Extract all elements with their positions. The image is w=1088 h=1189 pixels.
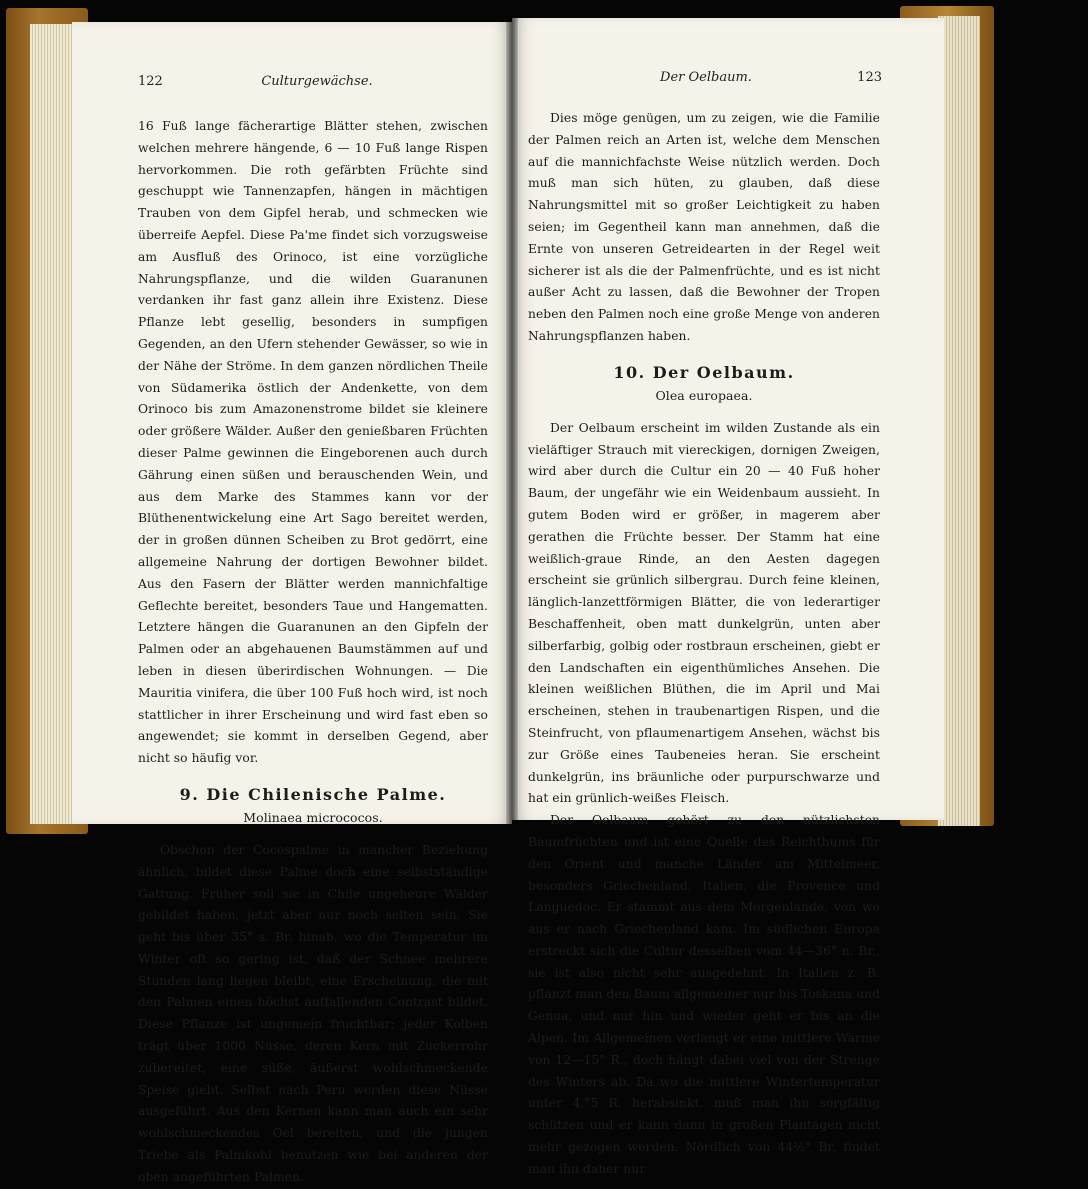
left-section-subtitle: Molinaea micrococos. [243, 809, 383, 825]
left-page-body [138, 116, 488, 1189]
right-section-title: 10. Der Oelbaum. [613, 362, 795, 382]
left-section-title: 9. Die Chilenische Palme. [179, 784, 447, 804]
left-page-header [138, 74, 496, 92]
left-paragraph-1: 16 Fuß lange fächerartige Blätter stehen, zwischen welchen mehrere hängende, 6 — 10 Fuß lange Rispen hervorkommen. Die roth gefärbten Früchte sind geschuppt wie Tannenzapfen, hängen in mächtigen Trauben von dem Gipfel herab, und schmecken wie überreife Aepfel. Diese Pa'me findet sich vorzugsweise am Ausfluß des Orinoco, ist eine vorzügliche Nahrungspflanze, und die wilden Guaranunen verdanken ihr fast ganz allein ihre Existenz. Diese Pflanze lebt gesellig, besonders in sumpfigen Gegenden, an den Ufern stehender Gewässer, so wie in der Nähe der Ströme. In dem ganzen nördlichen Theile von Südamerika östlich der Andenkette, von dem Orinoco bis zum Amazonenstrome bildet sie kleinere oder größere Wälder. Außer den genießbaren Früchten dieser Palme gewinnen die Eingeborenen auch durch Gährung einen süßen und berauschenden Wein, und aus dem Marke des Stammes kann vor der Blüthenentwickelung eine Art Sago bereitet werden, der in großen dünnen Scheiben zu Brot gedörrt, eine allgemeine Nahrung der dortigen Bewohner bildet. Aus den Fasern der Blätter werden mannichfaltige Geflechte bereitet, besonders Taue und Hangematten. Letztere hängen die Guaranunen an den Gipfeln der Palmen oder an abgehauenen Baumstämmen auf und leben in diesen überirdischen Wohnungen. — Die Mauritia vinifera, die über 100 Fuß hoch wird, ist noch stattlicher in ihrer Erscheinung und wird fast eben so angewendet; sie kommt in derselben Gegend, aber nicht so häufig vor. [138, 119, 488, 766]
right-page-number: 123 [857, 70, 882, 85]
left-page [72, 22, 512, 1184]
right-page-header [530, 70, 882, 88]
right-paragraph-2: Der Oelbaum erscheint im wilden Zustande als ein vieläftiger Strauch mit viereckigen, dornigen Zweigen, wird aber durch die Cultur ein 20 — 40 Fuß hoher Baum, der ungefähr wie ein Weidenbaum aussieht. In gutem Boden wird er größer, in magerem aber gerathen die Früchte besser. Der Stamm hat eine weißlich-graue Rinde, an den Aesten dagegen erscheint sie grünlich silbergrau. Durch feine kleinen, länglich-lanzettförmigen Blätter, die von lederartiger Beschaffenheit, oben matt dunkelgrün, unten aber silberfarbig, golbig oder rostbraun erscheinen, giebt er den Landschaften ein eigenthümliches Ansehen. Die kleinen weißlichen Blüthen, die im April und Mai erscheinen, stehen in traubenartigen Rispen, und die Steinfrucht, von pflaumenartigem Ansehen, wächst bis zur Größe eines Taubeneies heran. Sie erscheint dunkelgrün, ins bräunliche oder purpurschwarze und hat ein grünlich-weißes Fleisch. [528, 420, 880, 806]
left-paragraph-2: Obschon der Cocospalme in mancher Beziehung ähnlich, bildet diese Palme doch eine selbstständige Gattung. Früher soll sie in Chile ungeheure Wälder gebildet haben, jetzt aber nur noch selten sein. Sie geht bis über 35° s. Br. hinab, wo die Temperatur im Winter oft so gering ist, daß der Schnee mehrere Stunden lang liegen bleibt, eine Erscheinung, die mit den Palmen einen höchst auffallenden Contrast bildet. Diese Pflanze ist ungemein fruchtbar; jeder Kolben trägt über 1000 Nüsse, deren Kern mit Zuckerrohr zubereitet, eine süße, äußerst wohlschmeckende Speise giebt. Selbst nach Peru werden diese Nüsse ausgeführt. Aus den Kernen kann man auch ein sehr wohlschmeckendes Oel bereiten, und die jungen Triebe als Palmkohl benutzen wie bei anderen der oben angeführten Palmen. [138, 842, 488, 1184]
right-page [512, 18, 944, 1176]
page-edges-right [938, 16, 980, 826]
book-gutter [506, 18, 518, 824]
right-running-title: Der Oelbaum. [660, 70, 752, 85]
left-running-title: Culturgewächse. [261, 74, 373, 89]
right-paragraph-3: Der Oelbaum gehört zu den nützlichsten Baumfrüchten und ist eine Quelle des Reichthums für den Orient und manche Länder am Mittelmeer, besonders Griechenland, Italien, die Provence und Languedoc. Er stammt aus dem Morgenlande, von wo aus er nach Griechenland kam. Im südlichen Europa erstreckt sich die Cultur desselben vom 44—36° n. Br., sie ist also nicht sehr ausgedehnt. In Italien z. B. pflanzt man den Baum allgemeiner nur bis Toskana und Genua, und nur hin und wieder geht er bis an die Alpen. Im Allgemeinen verlangt er eine mittlere Wärme von 12—15° R., doch hängt dabei viel von der Strenge des Winters ab. Da wo die mittlere Wintertemperatur unter 4,°5 R. herabsinkt, muß man ihn sorgfältig schützen und er kann dann in großen Plantagen nicht mehr gezogen werden. Nördlich von 44½° Br. findet man ihn daher nur [528, 813, 880, 1176]
left-page-number: 122 [138, 74, 163, 89]
right-page-body [528, 108, 880, 1181]
right-paragraph-1: Dies möge genügen, um zu zeigen, wie die Familie der Palmen reich an Arten ist, welche dem Menschen auf die mannichfachste Weise nützlich werden. Doch muß man sich hüten, zu glauben, daß diese Nahrungsmittel mit so großer Leichtigkeit zu haben seien; im Gegentheil kann man annehmen, daß die Ernte von unseren Getreidearten in der Regel weit sicherer ist als die der Palmenfrüchte, und es ist nicht außer Acht zu lassen, daß die Bewohner der Tropen neben den Palmen noch eine große Menge von anderen Nahrungspflanzen haben. [528, 111, 880, 343]
right-section-subtitle: Olea europaea. [655, 387, 753, 403]
